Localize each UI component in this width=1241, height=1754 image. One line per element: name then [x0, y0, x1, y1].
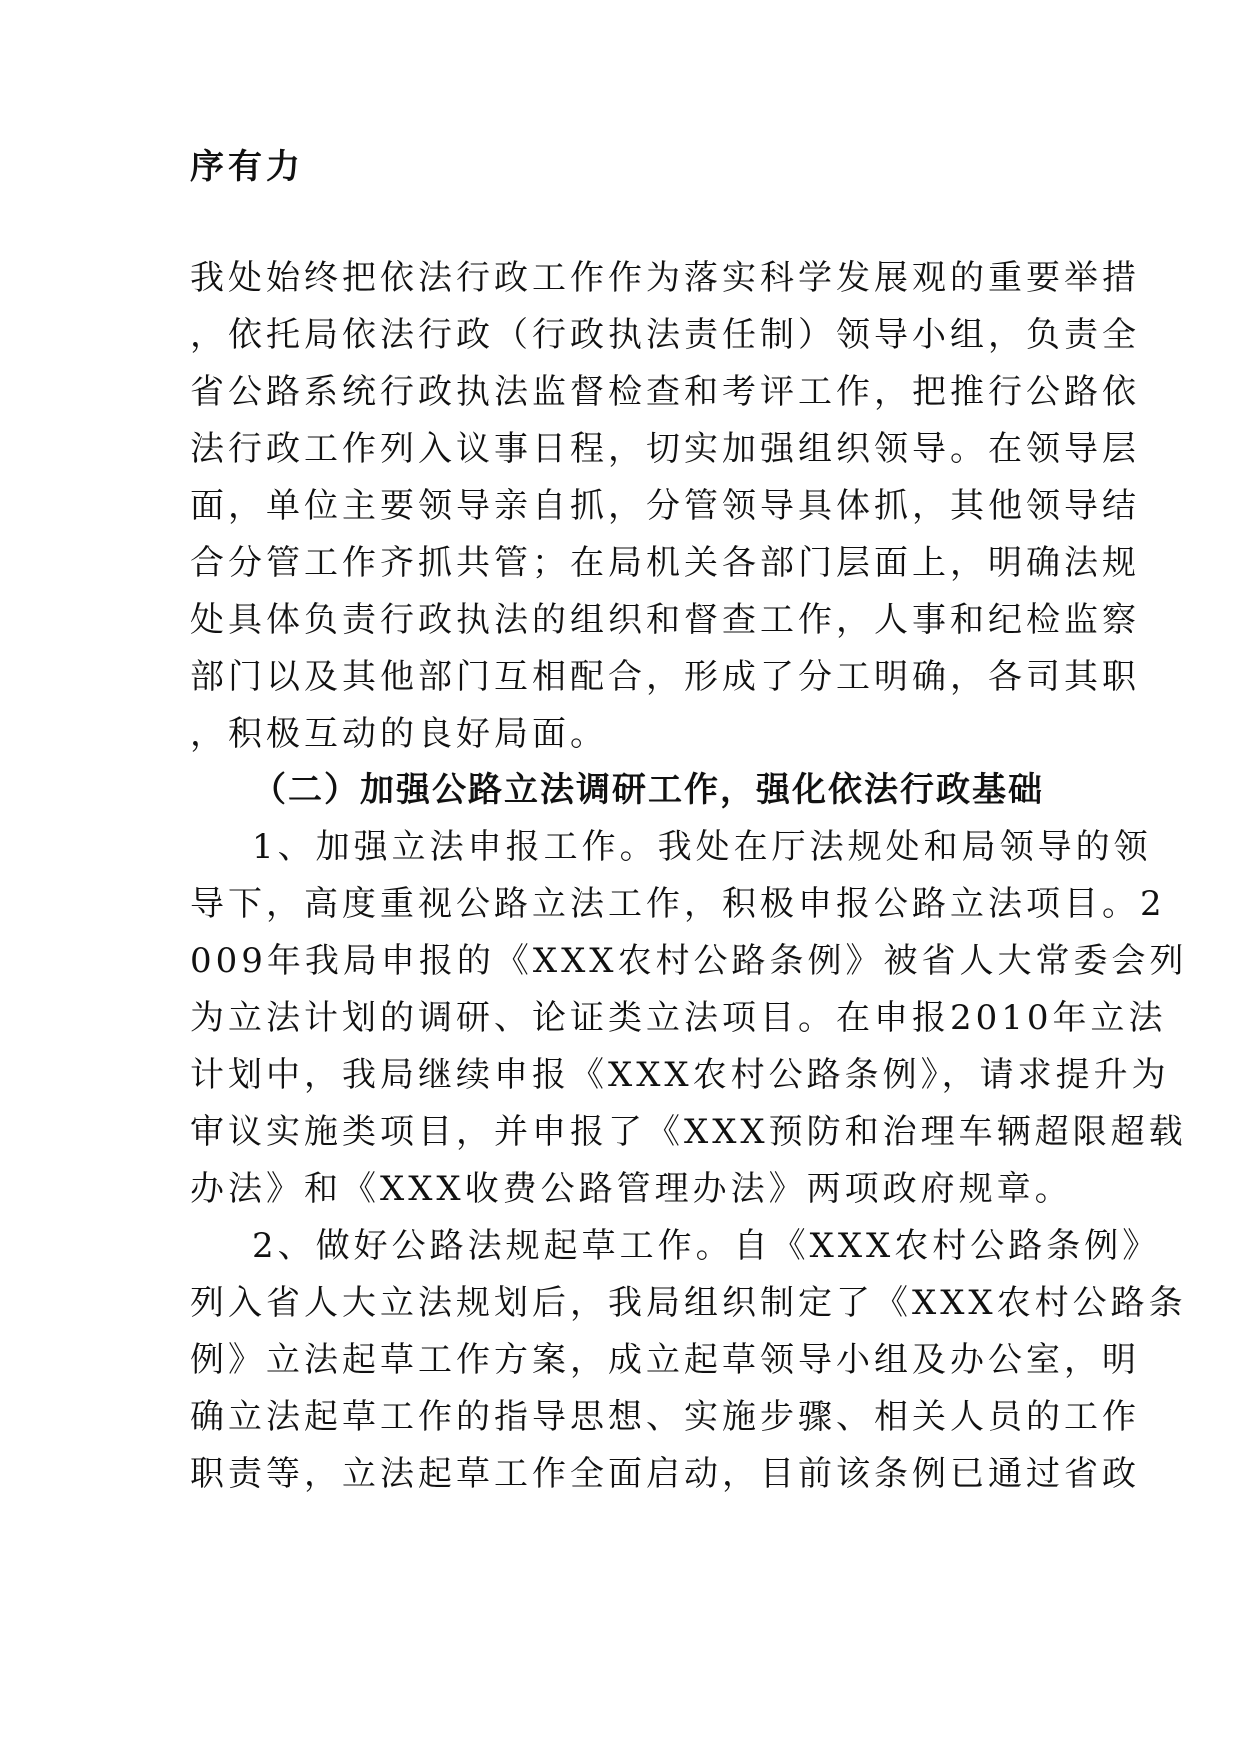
paragraph-line: 例》立法起草工作方案，成立起草领导小组及办公室，明	[190, 1340, 1140, 1380]
paragraph-line: 部门以及其他部门互相配合，形成了分工明确，各司其职	[190, 657, 1140, 697]
paragraph-line: 合分管工作齐抓共管；在局机关各部门层面上，明确法规	[190, 543, 1140, 583]
paragraph-line: 导下，高度重视公路立法工作，积极申报公路立法项目。2	[190, 884, 1166, 924]
paragraph-line: ，积极互动的良好局面。	[190, 714, 608, 754]
paragraph-line: 我处始终把依法行政工作作为落实科学发展观的重要举措	[190, 258, 1140, 298]
paragraph-line: 办法》和《XXX收费公路管理办法》两项政府规章。	[190, 1169, 1073, 1209]
paragraph-line: 省公路系统行政执法监督检查和考评工作，把推行公路依	[190, 372, 1140, 412]
paragraph-line: 面，单位主要领导亲自抓，分管领导具体抓，其他领导结	[190, 486, 1140, 526]
paragraph-line: 处具体负责行政执法的组织和督查工作，人事和纪检监察	[190, 600, 1140, 640]
paragraph-line: 1、加强立法申报工作。我处在厅法规处和局领导的领	[252, 827, 1152, 867]
paragraph-line: 法行政工作列入议事日程，切实加强组织领导。在领导层	[190, 429, 1140, 469]
paragraph-line: ，依托局依法行政（行政执法责任制）领导小组，负责全	[190, 315, 1140, 355]
paragraph-line: 009年我局申报的《XXX农村公路条例》被省人大常委会列	[190, 941, 1188, 981]
top-fragment: 序有力	[190, 147, 304, 187]
paragraph-line: 审议实施类项目，并申报了《XXX预防和治理车辆超限超载	[190, 1112, 1187, 1152]
paragraph-line: 列入省人大立法规划后，我局组织制定了《XXX农村公路条	[190, 1283, 1187, 1323]
paragraph-line: 确立法起草工作的指导思想、实施步骤、相关人员的工作	[190, 1397, 1140, 1437]
paragraph-line: 职责等，立法起草工作全面启动，目前该条例已通过省政	[190, 1454, 1140, 1494]
paragraph-line: 计划中，我局继续申报《XXX农村公路条例》，请求提升为	[190, 1055, 1170, 1095]
paragraph-line: 2、做好公路法规起草工作。自《XXX农村公路条例》	[252, 1226, 1161, 1266]
section-heading: （二）加强公路立法调研工作，强化依法行政基础	[252, 770, 1044, 810]
paragraph-line: 为立法计划的调研、论证类立法项目。在申报2010年立法	[190, 998, 1167, 1038]
